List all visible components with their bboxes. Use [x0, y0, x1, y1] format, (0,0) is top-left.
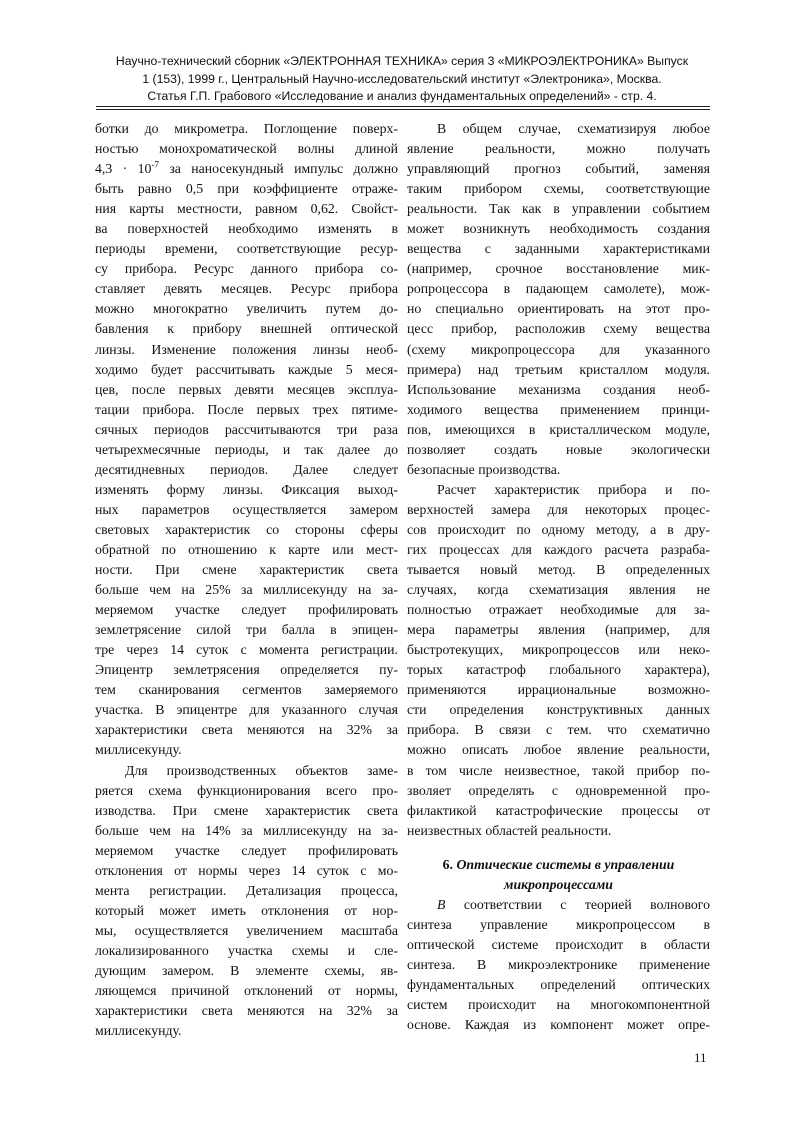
text-line: который может иметь отклонения от нор- [95, 902, 398, 918]
left-column [95, 119, 398, 1041]
text-line: основе. Каждая из компонент может опре- [407, 1017, 710, 1033]
text-line: Использование механизма создания необ- [407, 381, 710, 397]
text-line: Эпицентр землетрясения определяется пу- [95, 662, 398, 678]
text-line: примера) над третьим кристаллом модуля. [407, 361, 710, 377]
text-line: мера параметры явления (например, для [407, 622, 710, 638]
text-line: землетрясение силой три балла в эпицен- [95, 622, 398, 638]
header-line-3: Статья Г.П. Грабового «Исследование и анализ фундаментальных определений» - стр. 4. [147, 89, 657, 104]
text-line: пов, имеющихся в кристаллическом модуле, [407, 421, 710, 437]
text-line: ботки до микрометра. Поглощение поверх- [95, 121, 398, 136]
text-line: случаях, когда схематизация явления не [407, 582, 710, 598]
text-line: явление реальности, можно получать [407, 141, 710, 157]
section-heading-continued [407, 875, 710, 895]
text-line: отклонения от нормы через 14 суток с мо- [95, 862, 398, 878]
text-line: оптической системе происходит в области [407, 936, 710, 952]
formula-exponent: -7 [151, 159, 159, 170]
text-line: локализированного участка схемы и сле- [95, 942, 398, 958]
text-line: прибора. В связи с тем. что схематично [407, 722, 710, 738]
text-line: фундаментальных определений оптических [407, 976, 710, 992]
text-line: су прибора. Ресурс данного прибора со- [95, 261, 398, 277]
text-line: тывается новый метод. В определенных [407, 562, 710, 578]
text-line: неизвестных областей реальности. [407, 822, 612, 838]
header-line-1: Научно-технический сборник «ЭЛЕКТРОННАЯ ТЕХНИКА» серия 3 «МИКРОЭЛЕКТРОНИКА» Выпуск [115, 54, 689, 68]
formula-base: 4,3 · 10 [95, 161, 152, 177]
text-line: (схему микропроцессора для указанного [407, 341, 710, 357]
text-line: меряемом участке следует профилировать [95, 842, 398, 858]
text-line: зволяет определять с одновременной про- [407, 782, 710, 798]
section-gap [407, 841, 710, 855]
text-line: миллисекунду. [95, 742, 182, 758]
text-line: четырехмесячные периоды, и так далее до [95, 441, 398, 457]
text-line-rest: за наносекундный импульс должно [158, 161, 398, 177]
text-line: в том числе неизвестное, такой прибор по- [407, 762, 710, 778]
text-line: безопасные производства. [407, 461, 561, 477]
text-line: изводства. При смене характеристик света [95, 802, 398, 818]
text-line: световых характеристик со стороны сферы [95, 521, 398, 537]
text-line: участка. В эпицентре для указанного случая [95, 702, 398, 718]
text-line: тре через 14 суток с момента регистрации. [95, 642, 398, 658]
section-number: 6. [442, 856, 457, 872]
text-line: ставляет девять месяцев. Ресурс прибора [95, 281, 398, 297]
text-line: обратной по отношению к карте или мест- [95, 541, 398, 557]
text-line: десятидневных периодов. Далее следует [95, 461, 398, 477]
text-line: ропроцессора в падающем самолете), мож- [407, 281, 710, 297]
text-line: В общем случае, схематизируя любое [437, 121, 710, 136]
text-line: ния карты местности, равном 0,62. Свойст- [95, 201, 398, 217]
header-rule-bottom [96, 109, 710, 110]
text-line: систем происходит на многокомпонентной [407, 997, 710, 1013]
text-line: быстротекущих, микропроцессов или неко- [407, 642, 710, 658]
text-line: управляющий прогноз событий, заменяя [407, 161, 710, 177]
text-line: цесс прибор, расположив схему вещества [407, 321, 710, 337]
text-line: сов происходит по одному методу, а в дру- [407, 521, 710, 537]
first-word: В [437, 896, 446, 912]
text-line: миллисекунду. [95, 1023, 182, 1039]
text-line: изменять форму линзы. Фиксация выход- [95, 481, 398, 497]
text-line: торых катастроф глобального характера), [407, 662, 710, 678]
text-line: линзы. Изменение положения линзы необ- [95, 341, 398, 357]
text-line: можно описать любое явление реальности, [407, 742, 710, 758]
text-line: (например, срочное восстановление мик- [407, 261, 710, 277]
text-line: полностью отражает необходимые для за- [407, 602, 710, 618]
text-line: филактикой катастрофические процессы от [407, 802, 710, 818]
text-line-rest: соответствии с теорией волнового [445, 896, 710, 912]
text-line: сти определения конструктивных данных [407, 702, 710, 718]
text-line: быть равно 0,5 при коэффициенте отраже- [95, 181, 398, 197]
text-line: меряемом участке следует профилировать [95, 602, 398, 618]
text-line: ных параметров осуществляется замером [95, 501, 398, 517]
text-line: гих процессах для каждого расчета разраба- [407, 541, 710, 557]
text-line: цев, после первых девяти месяцев эксплуа- [95, 381, 398, 397]
text-line: ходимо будет рассчитывать каждые 5 меся- [95, 361, 398, 377]
text-line: характеристики света меняются на 32% за [95, 722, 398, 738]
text-line: ностью монохроматической волны длиной [95, 141, 398, 157]
text-line: можно многократно увеличить путем до- [95, 301, 398, 317]
page-number: 11 [694, 1050, 707, 1065]
text-line: позволяет создать новые экологически [407, 441, 710, 457]
header-line-2: 1 (153), 1999 г., Центральный Научно-исследовательский институт «Электроника», Москва. [142, 71, 662, 86]
text-line: ности. При смене характеристик света [95, 562, 398, 578]
running-header [92, 53, 712, 106]
text-line: мента регистрации. Детализация процесса, [95, 882, 398, 898]
text-line: Расчет характеристик прибора и по- [437, 481, 710, 497]
text-line: вещества с заданными характеристиками [407, 241, 710, 257]
text-line: периоды времени, соответствующие ресур- [95, 241, 398, 257]
section-title-line-2: микропроцессами [504, 876, 613, 892]
text-line: реальности. Так как в управлении событием [407, 201, 710, 217]
text-line: ряется схема функционирования всего про- [95, 782, 398, 798]
section-title-line-1: Оптические системы в управлении [456, 856, 675, 872]
text-line: тации прибора. После первых трех пятиме- [95, 401, 398, 417]
text-line: верхностей замера для некоторых процес- [407, 501, 710, 517]
header-rule-top [96, 106, 710, 107]
text-line: Для производственных объектов заме- [125, 762, 398, 778]
text-line: сячных периодов рассчитываются три раза [95, 421, 398, 437]
text-line: ляющемся причиной отклонений от нормы, [95, 983, 398, 999]
section-heading [407, 855, 710, 875]
text-line: ходимого вещества применением принци- [407, 401, 710, 417]
text-line: таким прибором схемы, соответствующие [407, 181, 710, 197]
text-line [407, 895, 710, 915]
text-line: применяются иррациональные возможно- [407, 682, 710, 698]
text-line-formula [95, 159, 398, 179]
text-line: дующим замером. В элементе схемы, яв- [95, 962, 398, 978]
text-line: больше чем на 14% за миллисекунду на за- [95, 822, 398, 838]
text-line: синтеза. В микроэлектронике применение [407, 956, 710, 972]
text-line: мы, осуществляется увеличением масштаба [95, 922, 398, 938]
text-line: больше чем на 25% за миллисекунду на за- [95, 582, 398, 598]
text-line: бавления к прибору внешней оптической [95, 321, 398, 337]
text-line: может возникнуть необходимость создания [407, 221, 710, 237]
text-line: тем сканирования сегментов замеряемого [95, 682, 398, 698]
text-line: характеристики света меняются на 32% за [95, 1003, 398, 1019]
text-line: ва поверхностей необходимо изменять в [95, 221, 398, 237]
text-line: синтеза управление микропроцессом в [407, 916, 710, 932]
right-column [407, 119, 710, 1035]
text-line: но специально ориентировать на этот про- [407, 301, 710, 317]
